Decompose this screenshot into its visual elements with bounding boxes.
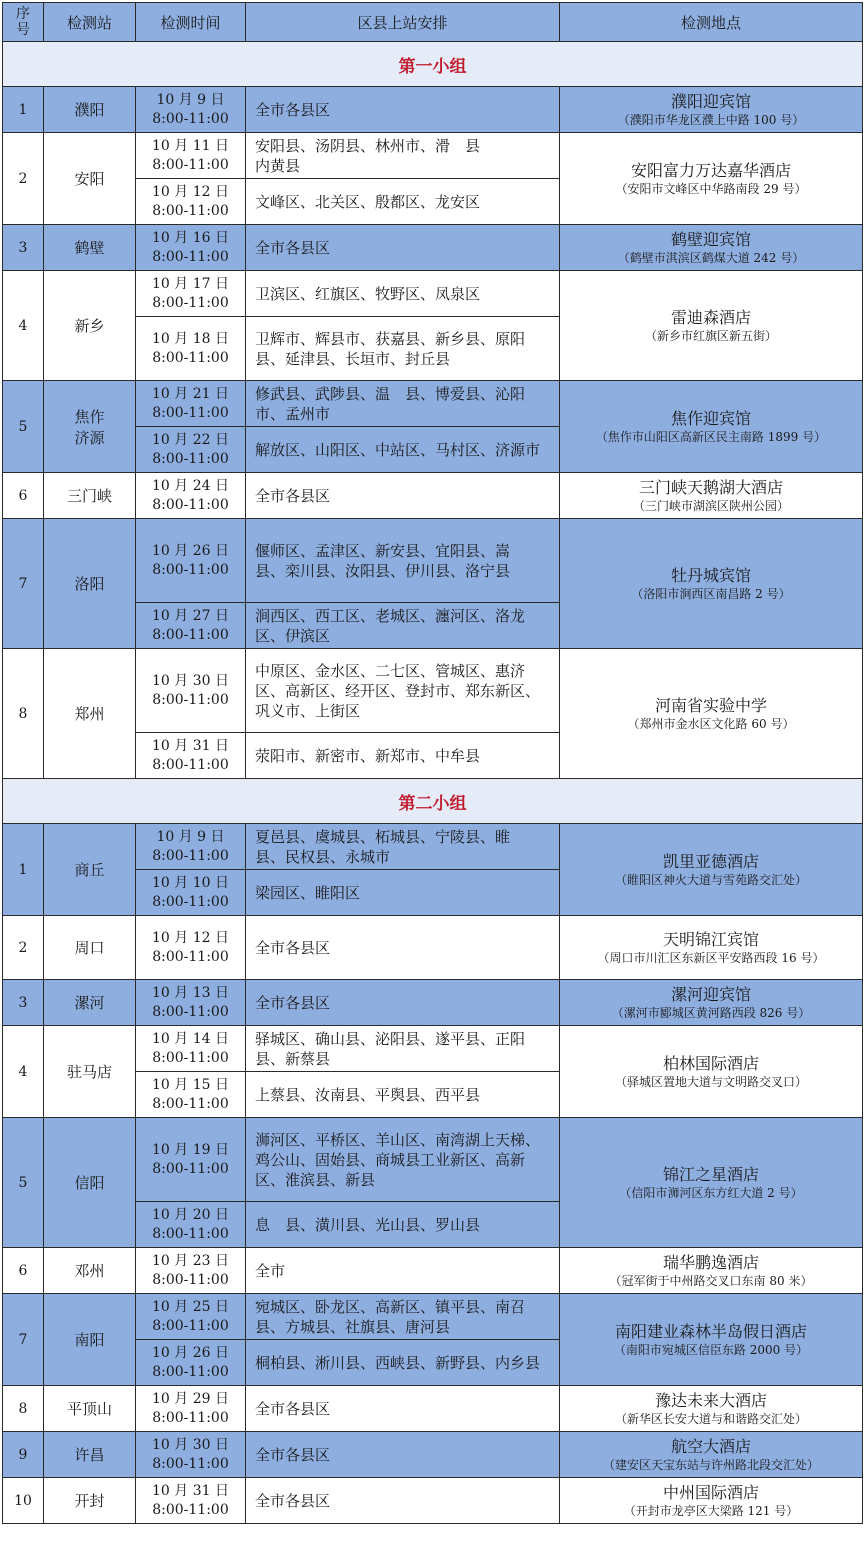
- station-name: 邓州: [44, 1248, 136, 1294]
- row-number: 6: [3, 473, 44, 519]
- location-address: （鹤壁市淇滨区鹤煤大道 242 号）: [617, 250, 805, 265]
- test-time: 10 月 23 日 8:00-11:00: [136, 1248, 246, 1294]
- row-number: 4: [3, 271, 44, 381]
- district-list: 浉河区、平桥区、羊山区、南湾湖上天梯、鸡公山、固始县、商城县工业新区、高新区、淮滨县、新县: [246, 1118, 560, 1202]
- table-row: [3, 381, 863, 427]
- test-location: [560, 1478, 863, 1524]
- location-address: （建安区天宝东站与许州路北段交汇处）: [602, 1457, 819, 1472]
- district-list: 修武县、武陟县、温 县、博爱县、沁阳市、孟州市: [246, 381, 560, 427]
- group-title: 第一小组: [3, 42, 863, 87]
- station-name: 平顶山: [44, 1386, 136, 1432]
- row-number: 8: [3, 649, 44, 779]
- location-name: 锦江之星酒店: [662, 1164, 759, 1184]
- row-number: 5: [3, 1118, 44, 1248]
- table-row: [3, 133, 863, 179]
- header-no: [3, 3, 44, 42]
- row-number: 5: [3, 381, 44, 473]
- test-location: [560, 1432, 863, 1478]
- test-time: 10 月 29 日 8:00-11:00: [136, 1386, 246, 1432]
- location-name: 航空大酒店: [670, 1436, 751, 1456]
- location-name: 焦作迎宾馆: [670, 408, 751, 428]
- test-location: [560, 1386, 863, 1432]
- location-name: 三门峡天鹅湖大酒店: [638, 477, 783, 497]
- station-name: 周口: [44, 916, 136, 980]
- district-list: 上蔡县、汝南县、平舆县、西平县: [246, 1072, 560, 1118]
- row-number: 10: [3, 1478, 44, 1524]
- group-row: [3, 42, 863, 87]
- station-name: 信阳: [44, 1118, 136, 1248]
- district-list: 中原区、金水区、二七区、管城区、惠济区、高新区、经开区、登封市、郑东新区、巩义市、上街区: [246, 649, 560, 733]
- station-name: 三门峡: [44, 473, 136, 519]
- station-name: 开封: [44, 1478, 136, 1524]
- location-name: 鹤壁迎宾馆: [670, 229, 751, 249]
- test-location: [560, 271, 863, 381]
- test-time: 10 月 20 日 8:00-11:00: [136, 1202, 246, 1248]
- location-name: 河南省实验中学: [654, 695, 767, 715]
- station-name: 驻马店: [44, 1026, 136, 1118]
- location-address: （信阳市浉河区东方红大道 2 号）: [619, 1185, 803, 1200]
- district-list: 宛城区、卧龙区、高新区、镇平县、南召县、方城县、社旗县、唐河县: [246, 1294, 560, 1340]
- location-address: （南阳市宛城区信臣东路 2000 号）: [613, 1342, 809, 1357]
- header-location: 检测地点: [560, 3, 863, 42]
- test-location: [560, 473, 863, 519]
- row-number: 9: [3, 1432, 44, 1478]
- test-time: 10 月 19 日 8:00-11:00: [136, 1118, 246, 1202]
- station-name: 洛阳: [44, 519, 136, 649]
- row-number: 3: [3, 225, 44, 271]
- district-list: 偃师区、孟津区、新安县、宜阳县、嵩 县、栾川县、汝阳县、伊川县、洛宁县: [246, 519, 560, 603]
- row-number: 4: [3, 1026, 44, 1118]
- location-address: （新乡市红旗区新五街）: [644, 328, 777, 343]
- test-time: 10 月 30 日 8:00-11:00: [136, 1432, 246, 1478]
- location-address: （睢阳区神火大道与雪苑路交汇处）: [614, 872, 807, 887]
- row-number: 8: [3, 1386, 44, 1432]
- station-name: 南阳: [44, 1294, 136, 1386]
- table-row: [3, 980, 863, 1026]
- district-list: 荥阳市、新密市、新郑市、中牟县: [246, 733, 560, 779]
- district-list: 涧西区、西工区、老城区、瀍河区、洛龙区、伊滨区: [246, 603, 560, 649]
- test-time: 10 月 31 日 8:00-11:00: [136, 1478, 246, 1524]
- location-name: 豫达未来大酒店: [654, 1390, 767, 1410]
- header-time: 检测时间: [136, 3, 246, 42]
- test-time: 10 月 14 日 8:00-11:00: [136, 1026, 246, 1072]
- group-row: [3, 779, 863, 824]
- district-list: 夏邑县、虞城县、柘城县、宁陵县、睢 县、民权县、永城市: [246, 824, 560, 870]
- header-no-text: 序号: [16, 6, 30, 38]
- table-row: [3, 1118, 863, 1202]
- district-list: 全市各县区: [246, 916, 560, 980]
- test-time: 10 月 22 日 8:00-11:00: [136, 427, 246, 473]
- station-name: 焦作 济源: [44, 381, 136, 473]
- district-list: 全市: [246, 1248, 560, 1294]
- test-time: 10 月 24 日 8:00-11:00: [136, 473, 246, 519]
- table-row: [3, 916, 863, 980]
- test-location: [560, 133, 863, 225]
- test-time: 10 月 30 日 8:00-11:00: [136, 649, 246, 733]
- test-time: 10 月 17 日 8:00-11:00: [136, 271, 246, 317]
- location-name: 南阳建业森林半岛假日酒店: [614, 1321, 807, 1341]
- test-time: 10 月 26 日 8:00-11:00: [136, 519, 246, 603]
- test-location: [560, 87, 863, 133]
- location-name: 牡丹城宾馆: [670, 565, 751, 585]
- station-name: 漯河: [44, 980, 136, 1026]
- row-number: 6: [3, 1248, 44, 1294]
- district-list: 全市各县区: [246, 1478, 560, 1524]
- schedule-body: [3, 42, 863, 1524]
- station-name: 新乡: [44, 271, 136, 381]
- table-row: [3, 87, 863, 133]
- location-address: （周口市川汇区东新区平安路西段 16 号）: [597, 950, 825, 965]
- test-location: [560, 519, 863, 649]
- district-list: 息 县、潢川县、光山县、罗山县: [246, 1202, 560, 1248]
- table-row: [3, 1478, 863, 1524]
- test-time: 10 月 9 日 8:00-11:00: [136, 87, 246, 133]
- header-districts: 区县上站安排: [246, 3, 560, 42]
- station-name: 郑州: [44, 649, 136, 779]
- test-time: 10 月 16 日 8:00-11:00: [136, 225, 246, 271]
- location-address: （冠军街于中州路交叉口东南 80 米）: [609, 1273, 813, 1288]
- location-address: （开封市龙亭区大梁路 121 号）: [623, 1503, 799, 1518]
- district-list: 驿城区、确山县、泌阳县、遂平县、正阳县、新蔡县: [246, 1026, 560, 1072]
- row-number: 1: [3, 87, 44, 133]
- district-list: 全市各县区: [246, 87, 560, 133]
- location-name: 天明锦江宾馆: [662, 929, 759, 949]
- row-number: 2: [3, 133, 44, 225]
- location-address: （漯河市郾城区黄河路西段 826 号）: [611, 1005, 811, 1020]
- test-time: 10 月 15 日 8:00-11:00: [136, 1072, 246, 1118]
- location-address: （三门峡市湖滨区陕州公园）: [632, 498, 789, 513]
- district-list: 桐柏县、淅川县、西峡县、新野县、内乡县: [246, 1340, 560, 1386]
- row-number: 7: [3, 519, 44, 649]
- location-name: 漯河迎宾馆: [670, 984, 751, 1004]
- location-address: （濮阳市华龙区濮上中路 100 号）: [617, 112, 805, 127]
- station-name: 安阳: [44, 133, 136, 225]
- test-location: [560, 649, 863, 779]
- location-name: 凯里亚德酒店: [662, 851, 759, 871]
- table-row: [3, 1294, 863, 1340]
- location-address: （安阳市文峰区中华路南段 29 号）: [615, 181, 807, 196]
- table-row: [3, 1026, 863, 1072]
- row-number: 3: [3, 980, 44, 1026]
- table-row: [3, 271, 863, 317]
- station-name: 鹤壁: [44, 225, 136, 271]
- location-name: 安阳富力万达嘉华酒店: [630, 160, 791, 180]
- location-address: （新华区长安大道与和谐路交汇处）: [614, 1411, 807, 1426]
- test-location: [560, 1118, 863, 1248]
- header-row: [3, 3, 863, 42]
- group-title: 第二小组: [3, 779, 863, 824]
- location-name: 雷迪森酒店: [670, 307, 751, 327]
- district-list: 全市各县区: [246, 1386, 560, 1432]
- location-address: （洛阳市涧西区南昌路 2 号）: [631, 586, 791, 601]
- row-number: 7: [3, 1294, 44, 1386]
- table-row: [3, 1248, 863, 1294]
- test-location: [560, 980, 863, 1026]
- header-station: 检测站: [44, 3, 136, 42]
- test-time: 10 月 26 日 8:00-11:00: [136, 1340, 246, 1386]
- test-time: 10 月 10 日 8:00-11:00: [136, 870, 246, 916]
- test-time: 10 月 13 日 8:00-11:00: [136, 980, 246, 1026]
- test-location: [560, 824, 863, 916]
- district-list: 解放区、山阳区、中站区、马村区、济源市: [246, 427, 560, 473]
- table-row: [3, 473, 863, 519]
- table-row: [3, 649, 863, 733]
- district-list: 卫滨区、红旗区、牧野区、凤泉区: [246, 271, 560, 317]
- schedule-table: [2, 2, 863, 1524]
- row-number: 2: [3, 916, 44, 980]
- location-address: （郑州市金水区文化路 60 号）: [627, 716, 795, 731]
- district-list: 全市各县区: [246, 980, 560, 1026]
- station-name: 商丘: [44, 824, 136, 916]
- test-time: 10 月 25 日 8:00-11:00: [136, 1294, 246, 1340]
- location-address: （驿城区置地大道与文明路交叉口）: [614, 1074, 807, 1089]
- location-name: 濮阳迎宾馆: [670, 91, 751, 111]
- station-name: 许昌: [44, 1432, 136, 1478]
- district-list: 安阳县、汤阴县、林州市、滑 县 内黄县: [246, 133, 560, 179]
- table-row: [3, 1386, 863, 1432]
- test-location: [560, 1294, 863, 1386]
- test-time: 10 月 12 日 8:00-11:00: [136, 916, 246, 980]
- location-name: 柏林国际酒店: [662, 1053, 759, 1073]
- test-time: 10 月 27 日 8:00-11:00: [136, 603, 246, 649]
- district-list: 文峰区、北关区、殷都区、龙安区: [246, 179, 560, 225]
- test-location: [560, 1026, 863, 1118]
- test-location: [560, 225, 863, 271]
- location-address: （焦作市山阳区高新区民主南路 1899 号）: [595, 429, 827, 444]
- test-time: 10 月 11 日 8:00-11:00: [136, 133, 246, 179]
- table-row: [3, 519, 863, 603]
- district-list: 全市各县区: [246, 225, 560, 271]
- row-number: 1: [3, 824, 44, 916]
- district-list: 全市各县区: [246, 473, 560, 519]
- district-list: 卫辉市、辉县市、获嘉县、新乡县、原阳县、延津县、长垣市、封丘县: [246, 317, 560, 381]
- test-time: 10 月 12 日 8:00-11:00: [136, 179, 246, 225]
- test-time: 10 月 9 日 8:00-11:00: [136, 824, 246, 870]
- test-location: [560, 916, 863, 980]
- location-name: 瑞华鹏逸酒店: [662, 1252, 759, 1272]
- test-time: 10 月 18 日 8:00-11:00: [136, 317, 246, 381]
- location-name: 中州国际酒店: [662, 1482, 759, 1502]
- table-row: [3, 1432, 863, 1478]
- table-row: [3, 824, 863, 870]
- table-row: [3, 225, 863, 271]
- test-time: 10 月 31 日 8:00-11:00: [136, 733, 246, 779]
- test-time: 10 月 21 日 8:00-11:00: [136, 381, 246, 427]
- station-name: 濮阳: [44, 87, 136, 133]
- test-location: [560, 381, 863, 473]
- test-location: [560, 1248, 863, 1294]
- district-list: 梁园区、睢阳区: [246, 870, 560, 916]
- district-list: 全市各县区: [246, 1432, 560, 1478]
